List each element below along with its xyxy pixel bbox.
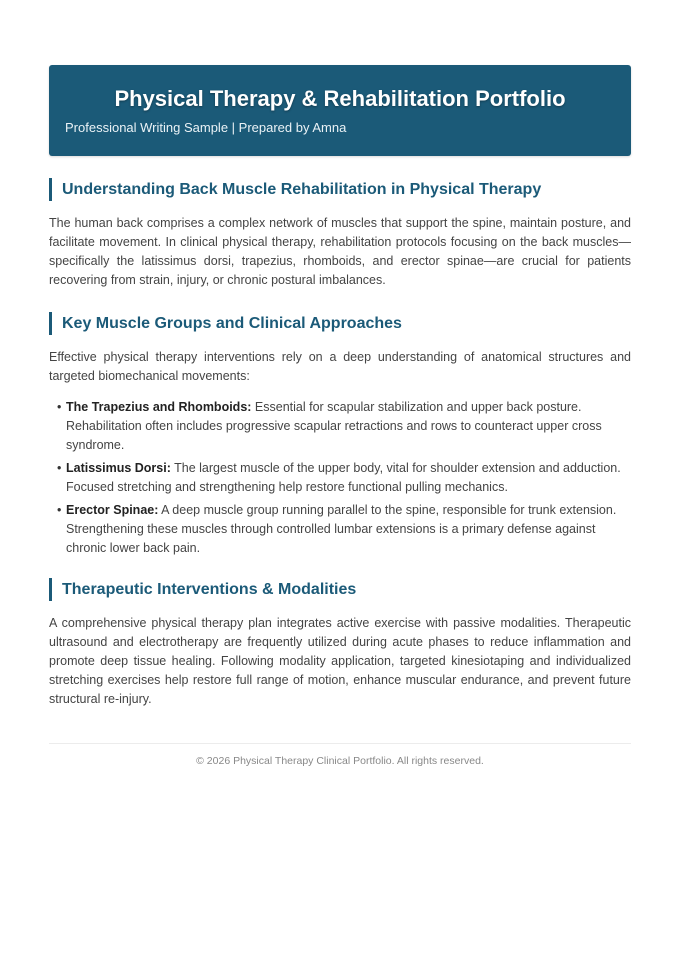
list-item-trapezius-rhomboids xyxy=(57,398,631,455)
list-item-term: The Trapezius and Rhomboids: xyxy=(66,400,252,414)
page-title: Physical Therapy & Rehabilitation Portfolio xyxy=(114,86,566,111)
list-item-text: Essential for scapular stabilization and upper back posture. Rehabilitation often includes progressive scapular retractions and rows to counteract upper cross syndrome. xyxy=(66,400,602,452)
section-paragraph-back-muscle-rehabilitation: The human back comprises a complex network of muscles that support the spine, maintain posture, and facilitate movement. In clinical physical therapy, rehabilitation protocols focusing on the back muscles—specifically the latissimus dorsi, trapezius, rhomboids, and erector spinae—are crucial for patients recovering from strain, injury, or chronic postural imbalances. xyxy=(49,216,631,287)
list-item-term: Latissimus Dorsi: xyxy=(66,461,171,475)
list-item-text: The largest muscle of the upper body, vital for shoulder extension and adduction. Focused stretching and strengthening help restore functional pulling mechanics. xyxy=(66,461,621,494)
muscle-group-list xyxy=(49,398,631,558)
list-item-latissimus-dorsi xyxy=(57,459,631,497)
page-subtitle: Professional Writing Sample | Prepared by Amna xyxy=(65,120,347,135)
list-item-text: A deep muscle group running parallel to the spine, responsible for trunk extension. Strengthening these muscles through controlled lumbar extensions is a primary defense against chronic lower back pain. xyxy=(66,503,617,555)
bullet-icon: • xyxy=(57,503,62,517)
header-banner xyxy=(49,65,631,156)
section-title-key-muscle-groups: Key Muscle Groups and Clinical Approaches xyxy=(49,312,631,335)
list-item-erector-spinae xyxy=(57,501,631,558)
page-footer: © 2026 Physical Therapy Clinical Portfolio. All rights reserved. xyxy=(49,743,631,768)
bullet-icon: • xyxy=(57,461,62,475)
portfolio-page xyxy=(49,65,631,768)
section-title-back-muscle-rehabilitation: Understanding Back Muscle Rehabilitation in Physical Therapy xyxy=(49,178,631,201)
section-title-therapeutic-interventions: Therapeutic Interventions & Modalities xyxy=(49,578,631,601)
section-paragraph-therapeutic-interventions: A comprehensive physical therapy plan integrates active exercise with passive modalities. Therapeutic ultrasound and electrotherapy are frequently utilized during acute phases to reduce inflammation and promote deep tissue healing. Following modality application, targeted kinesiotaping and individualized stretching exercises help restore full range of motion, enhance muscular endurance, and prevent future structural re-injury. xyxy=(49,616,631,706)
bullet-icon: • xyxy=(57,400,62,414)
section-paragraph-key-muscle-groups: Effective physical therapy interventions rely on a deep understanding of anatomical structures and targeted biomechanical movements: xyxy=(49,350,631,383)
list-item-term: Erector Spinae: xyxy=(66,503,159,517)
